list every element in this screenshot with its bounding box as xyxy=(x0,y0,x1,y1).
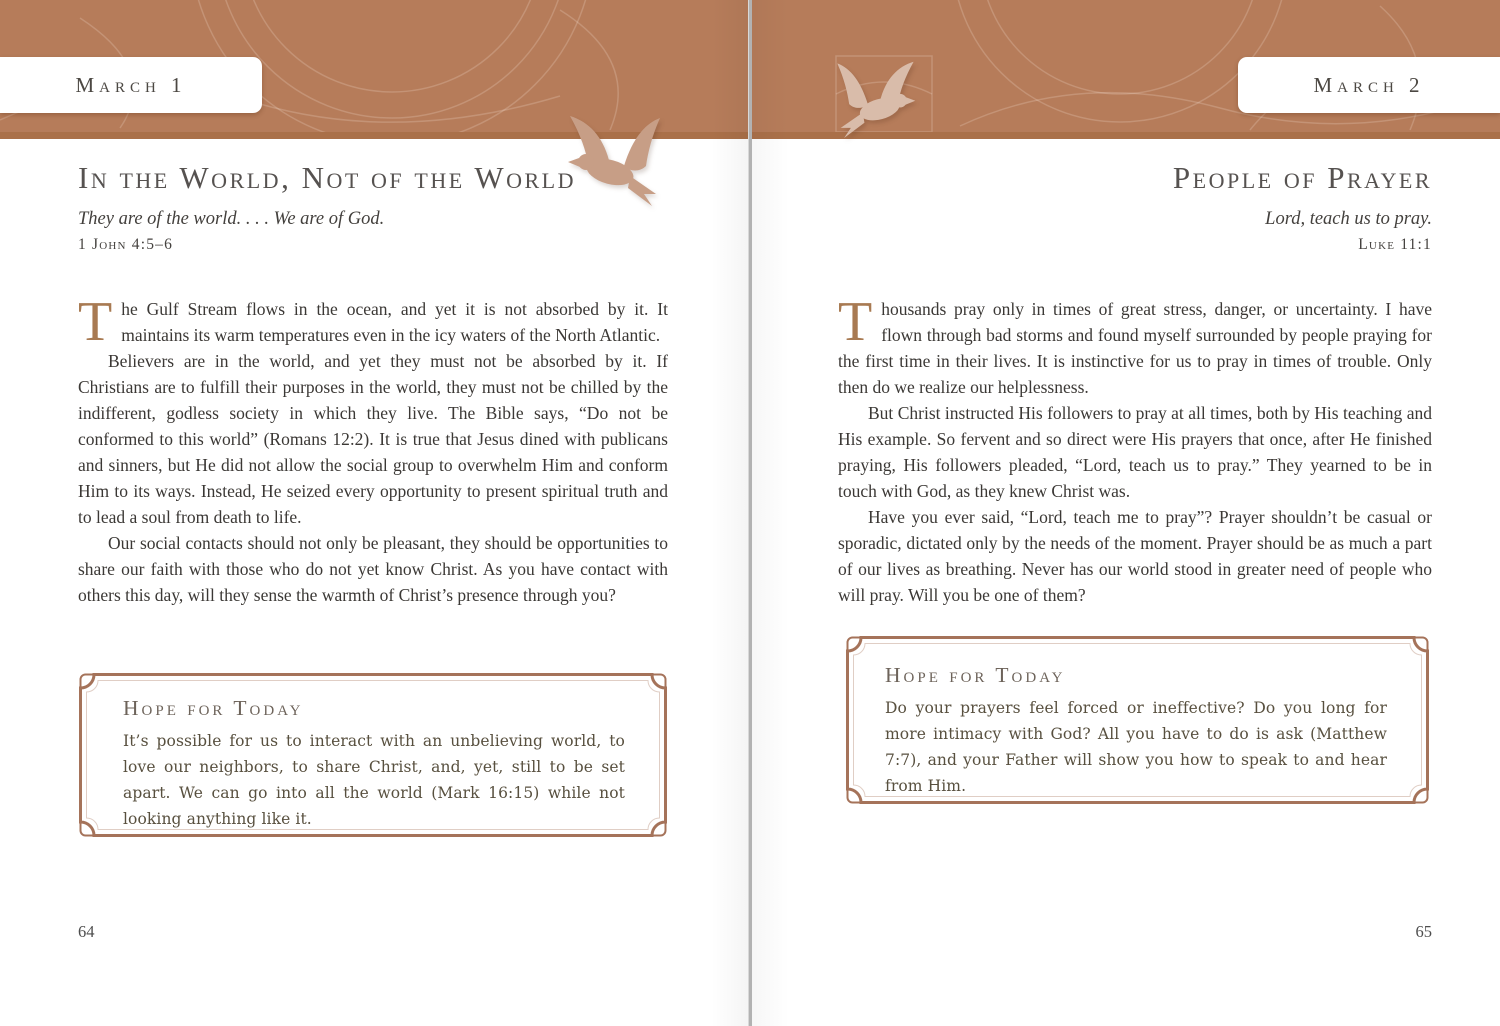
hope-body-text: Do your prayers feel forced or ineffective? Do you long for more intimacy with God? All you have to do is ask (Matthew 7:7), and your Father will show you how to speak to and hear from Him. xyxy=(885,699,1387,795)
spine-shadow-left xyxy=(711,0,749,1026)
paragraph: Our social contacts should not only be pleasant, they should be opportunities to share our faith with those who do not yet know Christ. As you have contact with others this day, will they sense the warmth of Christ’s presence through you? xyxy=(78,533,668,605)
paragraph: But Christ instructed His followers to pray at all times, both by His teaching and His example. So fervent and so direct were His prayers that once, after He finished praying, His followers pleaded, “Lord, teach us to pray.” They yearned to be in touch with God, as they knew Christ was. xyxy=(838,403,1432,501)
hope-body-text: It’s possible for us to interact with an unbelieving world, to love our neighbors, to share Christ, and, yet, still to be set apart. We can go into all the world (Mark 16:15) while not looking anything like it. xyxy=(123,732,625,828)
date-box-march-1 xyxy=(0,57,262,113)
hope-for-today-box-left xyxy=(78,672,668,838)
spine-shadow-right xyxy=(751,0,789,1026)
page-number-right: 65 xyxy=(1415,922,1432,941)
hope-heading: Hope for Today xyxy=(123,696,304,720)
scripture-reference-left: 1 John 4:5–6 xyxy=(78,236,174,253)
scripture-reference-right: Luke 11:1 xyxy=(1358,236,1432,253)
devotion-body-left xyxy=(78,291,668,608)
paragraph: The Gulf Stream flows in the ocean, and yet it is not absorbed by it. It maintains its warm temperatures even in the icy waters of the North Atlantic. xyxy=(78,291,668,353)
book-spine-divider xyxy=(748,0,752,1026)
paragraph: Believers are in the world, and yet they must not be absorbed by it. If Christians are to fulfill their purposes in the world, they must not be chilled by the indifferent, godless society in which they live. The Bible says, “Do not be conformed to this world” (Romans 12:2). It is true that Jesus dined with publicans and sinners, but He did not allow the social group to overwhelm Him and conform Him to its ways. Instead, He seized every opportunity to present spiritual truth and to lead a soul from death to life. xyxy=(78,351,668,527)
hope-for-today-box-right xyxy=(845,635,1430,805)
date-label: March 1 xyxy=(75,72,187,97)
devotion-body-right xyxy=(838,291,1432,608)
scripture-verse-left: They are of the world. . . . We are of God. xyxy=(78,209,385,229)
devotion-title-right: People of Prayer xyxy=(1172,160,1432,195)
paragraph: Have you ever said, “Lord, teach me to pray”? Prayer shouldn’t be casual or sporadic, dictated only by the needs of the moment. Prayer should be as much a part of our lives as breathing. Never has our world stood in greater need of people who will pray. Will you be one of them? xyxy=(838,507,1432,605)
paragraph: Thousands pray only in times of great stress, danger, or uncertainty. I have flown through bad storms and found myself surrounded by people praying for the first time in their lives. It is instinctive for us to pray in times of trouble. Only then do we realize our helplessness. xyxy=(838,291,1432,397)
date-label: March 2 xyxy=(1313,72,1425,97)
drop-cap: T xyxy=(78,291,113,353)
drop-cap: T xyxy=(838,291,873,353)
date-box-march-2 xyxy=(1238,57,1500,113)
dove-icon xyxy=(830,60,926,138)
scripture-verse-right: Lord, teach us to pray. xyxy=(1265,209,1432,229)
hope-heading: Hope for Today xyxy=(885,663,1066,687)
devotion-title-left: In the World, Not of the World xyxy=(78,160,577,195)
page-number-left: 64 xyxy=(78,922,95,941)
